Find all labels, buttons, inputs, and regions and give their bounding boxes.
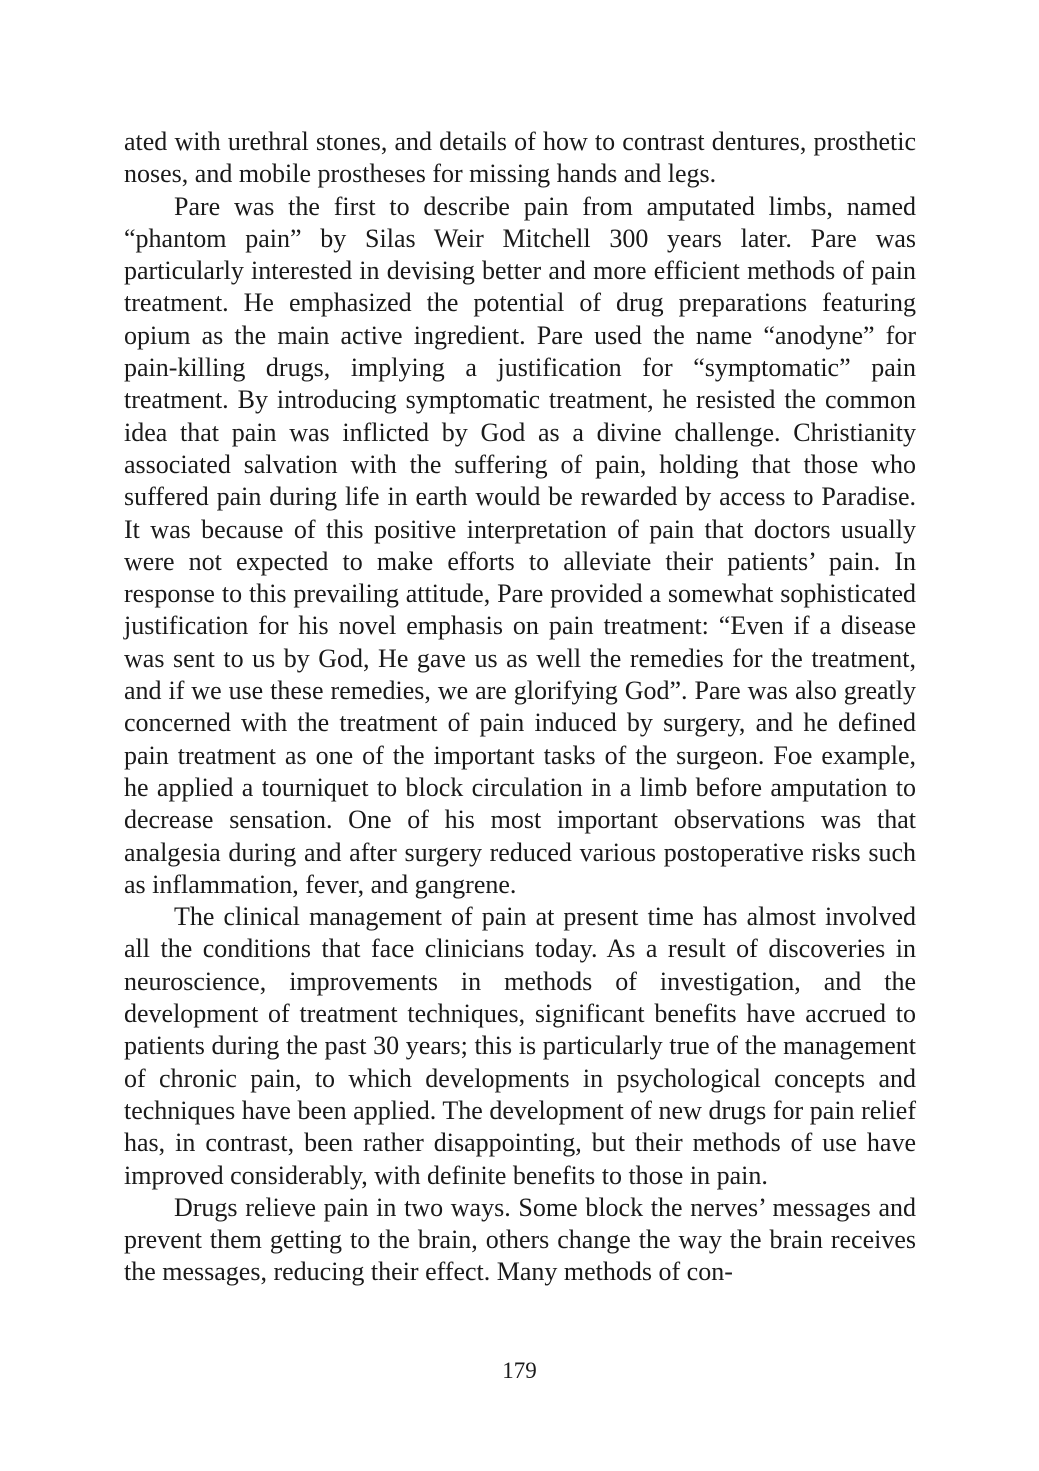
paragraph-2: Pare was the first to describe pain from amputated limbs, named “phantom pain” by Silas Weir Mitchell 300 years later. Pare was particularly interested in devising better and more efficient methods of pain treatment. He emphasized the potential of drug preparations featuring opium as the main active ingredient. Pare used the name “anodyne” for pain-killing drugs, implying a justification for “symptomatic” pain treatment. By introducing symptomatic treatment, he resisted the common idea that pain was inflicted by God as a divine challenge. Christianity associated salvation with the suffering of pain, holding that those who suffered pain during life in earth would be rewarded by access to Paradise. It was because of this positive interpretation of pain that doctors usually were not expected to make efforts to alleviate their patients’ pain. In response to this prevailing attitude, Pare provided a somewhat sophisticated justification for his novel emphasis on pain treatment: “Even if a disease was sent to us by God, He gave us as well the remedies for the treatment, and if we use these remedies, we are glorifying God”. Pare was also greatly concerned with the treatment of pain induced by surgery, and he defined pain treatment as one of the important tasks of the surgeon. Foe example, he applied a tourniquet to block circulation in a limb before amputation to decrease sensation. One of his most important observations was that analgesia during and after surgery reduced various postoperative risks such as inflammation, fever, and gangrene. <box>124 191 916 899</box>
body-text <box>124 126 916 1289</box>
paragraph-3: The clinical management of pain at present time has almost involved all the conditions that face clinicians today. As a result of discoveries in neuroscience, improvements in methods of investigation, and the development of treatment techniques, significant benefits have accrued to patients during the past 30 years; this is particularly true of the management of chronic pain, to which developments in psychological concepts and techniques have been applied. The development of new drugs for pain relief has, in contrast, been rather disappointing, but their methods of use have improved considerably, with definite benefits to those in pain. <box>124 902 916 1190</box>
paragraph-4: Drugs relieve pain in two ways. Some block the nerves’ messages and prevent them getting to the brain, others change the way the brain receives the messages, reducing their effect. Many methods of con- <box>124 1192 916 1287</box>
page-number: 179 <box>502 1358 537 1383</box>
paragraph-1: ated with urethral stones, and details of how to contrast dentures, prosthetic noses, and mobile prostheses for missing hands and legs. <box>124 127 916 189</box>
